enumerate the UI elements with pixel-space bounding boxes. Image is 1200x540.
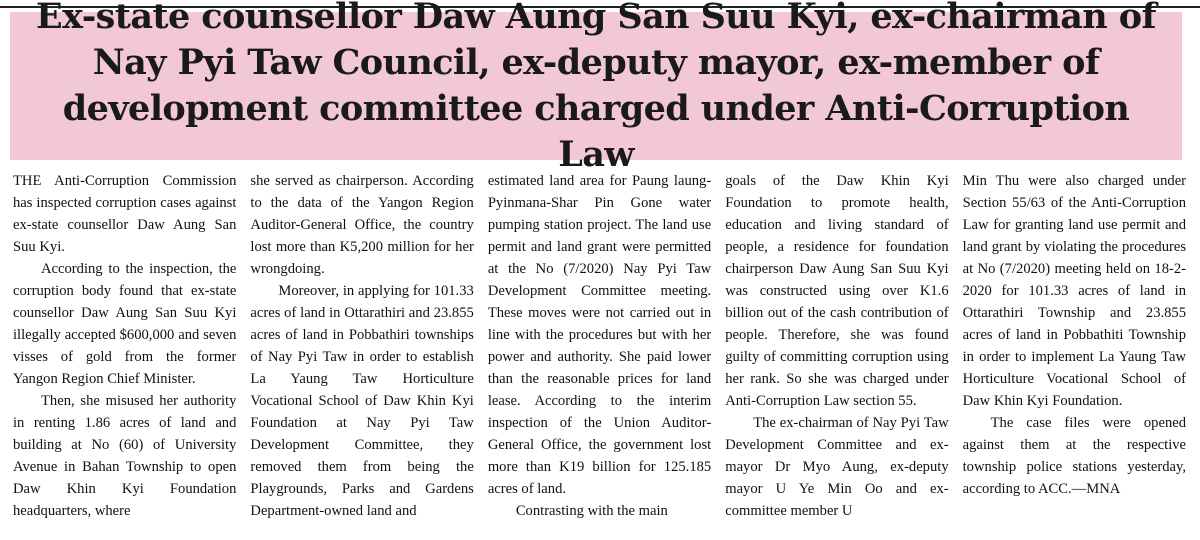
column-1 bbox=[13, 170, 236, 536]
paragraph: According to the inspection, the corruption body found that ex-state counsellor Daw Aung San Suu Kyi illegally accepted $600,000 and seven visses of gold from the former Yangon Region Chief Minister. bbox=[13, 261, 237, 387]
paragraph: Min Thu were also charged under Section 55/63 of the Anti-Corruption Law for granting land use permit and land grant by violating the procedures at No (7/2020) meeting held on 18-2-2020 for 101.33 acres of land in Ottarathiri Township and 23.855 acres of land in Pobbathiti Township in order to implement La Yaung Taw Horticulture Vocational School of Daw Khin Kyi Foundation. bbox=[962, 173, 1187, 409]
column-2 bbox=[250, 170, 473, 536]
column-5 bbox=[963, 170, 1186, 536]
paragraph: Moreover, in applying for 101.33 acres of land in Ottarathiri and 23.855 acres of land in Pobbathiri townships of Nay Pyi Taw in order to establish La Yaung Taw Horticulture Vocational School of Daw Khin Kyi Foundation at Nay Pyi Taw Development Committee, they removed them from being the Playgrounds, Parks and Gardens Department-owned land and bbox=[250, 283, 474, 519]
paragraph: THE Anti-Corruption Commission has inspected corruption cases against ex-state counsellor Daw Aung San Suu Kyi. bbox=[13, 173, 237, 255]
paragraph: Then, she misused her authority in renting 1.86 acres of land and building at No (60) of University Avenue in Bahan Township to open Daw Khin Kyi Foundation headquarters, where bbox=[13, 393, 237, 519]
headline-banner bbox=[10, 0, 1182, 175]
article-body bbox=[13, 170, 1186, 536]
paragraph: goals of the Daw Khin Kyi Foundation to promote health, education and living standard of people, a residence for foundation chairperson Daw Aung San Suu Kyi was constructed using over K1.6 billion out of the cash contribution of people. Therefore, she was found guilty of committing corruption using her rank. So she was charged under Anti-Corruption Law section 55. bbox=[725, 173, 949, 409]
paragraph: estimated land area for Paung laung-Pyinmana-Shar Pin Gone water pumping station project. The land use permit and land grant were permitted at the No (7/2020) Nay Pyi Taw Development Committee meeting. These moves were not carried out in line with the procedures but with her power and authority. She paid lower than the reasonable prices for land lease. According to the interim inspection of the Union Auditor-General Office, the government lost more than K19 billion for 125.185 acres of land. bbox=[487, 173, 712, 497]
column-4 bbox=[725, 170, 948, 536]
column-3 bbox=[488, 170, 711, 536]
paragraph: The case files were opened against them at the respective township police stations yesterday, according to ACC.—MNA bbox=[962, 415, 1187, 497]
headline: Ex-state counsellor Daw Aung San Suu Kyi, ex-chairman of Nay Pyi Taw Council, ex-deputy mayor, ex-member of development committee charged under Anti-Corruption Law bbox=[36, 0, 1156, 175]
paragraph: The ex-chairman of Nay Pyi Taw Development Committee and ex-mayor Dr Myo Aung, ex-deputy mayor U Ye Min Oo and ex-committee member U bbox=[725, 415, 949, 519]
paragraph: Contrasting with the main bbox=[515, 503, 668, 519]
paragraph: she served as chairperson. According to the data of the Yangon Region Auditor-General Office, the country lost more than K5,200 million for her wrongdoing. bbox=[250, 173, 474, 277]
